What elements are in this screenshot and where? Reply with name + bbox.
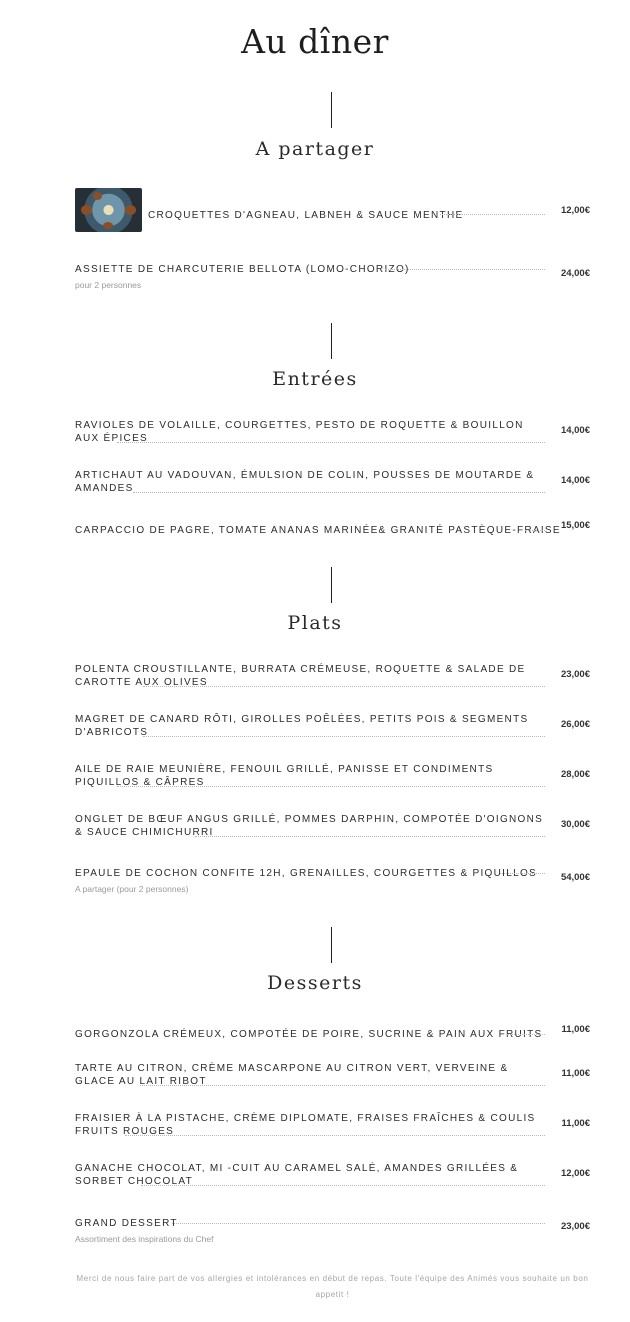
page-title: Au dîner (241, 22, 389, 61)
menu-item-name: CROQUETTES D'AGNEAU, LABNEH & SAUCE MENTHE (148, 210, 464, 221)
menu-item-price: 11,00€ (561, 1118, 590, 1129)
menu-item (75, 1162, 590, 1188)
dotted-leader (507, 1034, 545, 1035)
menu-item-price: 11,00€ (561, 1024, 590, 1035)
section-divider (331, 323, 332, 359)
menu-item-name: TARTE AU CITRON, CRÈME MASCARPONE AU CITRON VERT, VERVEINE & GLACE AU LAIT RIBOT (75, 1063, 509, 1087)
section-title-a-partager: A partager (255, 138, 375, 160)
dotted-leader (141, 1185, 545, 1186)
menu-item (75, 713, 590, 739)
menu-item-name: CARPACCIO DE PAGRE, TOMATE ANANAS MARINÉE& GRANITÉ PASTÈQUE-FRAISE (75, 525, 561, 536)
dotted-leader (125, 1135, 545, 1136)
menu-item-name: GRAND DESSERT (75, 1218, 178, 1229)
dotted-leader (117, 442, 545, 443)
menu-item-description: Assortiment des inspirations du Chef (75, 1234, 214, 1244)
menu-item-price: 23,00€ (560, 669, 590, 680)
menu-item-name: FRAISIER À LA PISTACHE, CRÈME DIPLOMATE, FRAISES FRAÎCHES & COULIS FRUITS ROUGES (75, 1113, 536, 1137)
footer-note: Merci de nous faire part de vos allergies et intolérances en début de repas. Toute l'équipe des Animés vous souhaite un bon appetit ! (76, 1274, 589, 1299)
menu-item (75, 1213, 590, 1244)
menu-item-name: ARTICHAUT AU VADOUVAN, ÉMULSION DE COLIN, POUSSES DE MOUTARDE & AMANDES (75, 470, 535, 494)
menu-item-name: EPAULE DE COCHON CONFITE 12H, GRENAILLES, COURGETTES & PIQUILLOS (75, 868, 537, 879)
menu-item (75, 259, 590, 290)
dotted-leader (117, 786, 545, 787)
menu-item-price: 14,00€ (560, 475, 590, 486)
dotted-leader (172, 1223, 545, 1224)
menu-item (75, 419, 590, 445)
menu-item-price: 12,00€ (560, 1168, 590, 1179)
menu-item-price: 24,00€ (560, 268, 590, 279)
menu-item-name: ONGLET DE BŒUF ANGUS GRILLÉ, POMMES DARPHIN, COMPOTÉE D'OIGNONS & SAUCE CHIMICHURRI (75, 814, 544, 838)
section-divider (331, 927, 332, 963)
menu-item (75, 813, 590, 839)
section-title-desserts: Desserts (267, 972, 363, 994)
menu-item (75, 1024, 590, 1042)
section-divider (331, 567, 332, 603)
menu-item-price: 28,00€ (560, 769, 590, 780)
dotted-leader (140, 1085, 545, 1086)
section-title-entrees: Entrées (272, 368, 358, 390)
menu-item (75, 520, 590, 538)
menu-item-name: ASSIETTE DE CHARCUTERIE BELLOTA (LOMO-CHORIZO) (75, 264, 410, 275)
dotted-leader (525, 530, 545, 531)
menu-item-price: 30,00€ (560, 819, 590, 830)
menu-item-price: 11,00€ (561, 1068, 590, 1079)
dotted-leader (385, 269, 545, 270)
menu-item-price: 54,00€ (560, 872, 590, 883)
menu-item-description: pour 2 personnes (75, 280, 142, 290)
dotted-leader (195, 836, 545, 837)
section-divider (331, 92, 332, 128)
dotted-leader (440, 214, 545, 215)
menu-item (75, 1112, 590, 1138)
menu-item-price: 14,00€ (560, 425, 590, 436)
menu-item (75, 763, 590, 789)
menu-item-name: AILE DE RAIE MEUNIÈRE, FENOUIL GRILLÉ, PANISSE ET CONDIMENTS PIQUILLOS & CÂPRES (75, 764, 494, 788)
menu-item-price: 26,00€ (560, 719, 590, 730)
menu-item (75, 863, 590, 894)
dotted-leader (500, 873, 545, 874)
menu-item (148, 205, 590, 223)
menu-item-price: 15,00€ (560, 520, 590, 531)
dotted-leader (143, 736, 545, 737)
dotted-leader (143, 686, 545, 687)
menu-item-name: GANACHE CHOCOLAT, MI -CUIT AU CARAMEL SALÉ, AMANDES GRILLÉES & SORBET CHOCOLAT (75, 1163, 519, 1187)
croquettes-dish-photo (75, 188, 142, 232)
menu-item-price: 12,00€ (560, 205, 590, 216)
menu-item-name: POLENTA CROUSTILLANTE, BURRATA CRÉMEUSE, ROQUETTE & SALADE DE CAROTTE AUX OLIVES (75, 664, 526, 688)
menu-item-price: 23,00€ (560, 1221, 590, 1232)
menu-item-name: GORGONZOLA CRÉMEUX, COMPOTÉE DE POIRE, SUCRINE & PAIN AUX FRUITS (75, 1029, 543, 1040)
menu-item (75, 663, 590, 689)
menu-item-name: MAGRET DE CANARD RÔTI, GIROLLES POÊLÉES, PETITS POIS & SEGMENTS D'ABRICOTS (75, 714, 529, 738)
section-title-plats: Plats (287, 612, 343, 634)
menu-item (75, 1062, 590, 1088)
menu-item-name: RAVIOLES DE VOLAILLE, COURGETTES, PESTO DE ROQUETTE & BOUILLON AUX ÉPICES (75, 420, 524, 444)
dotted-leader (133, 492, 545, 493)
menu-item-description: A partager (pour 2 personnes) (75, 884, 189, 894)
menu-item (75, 469, 590, 495)
